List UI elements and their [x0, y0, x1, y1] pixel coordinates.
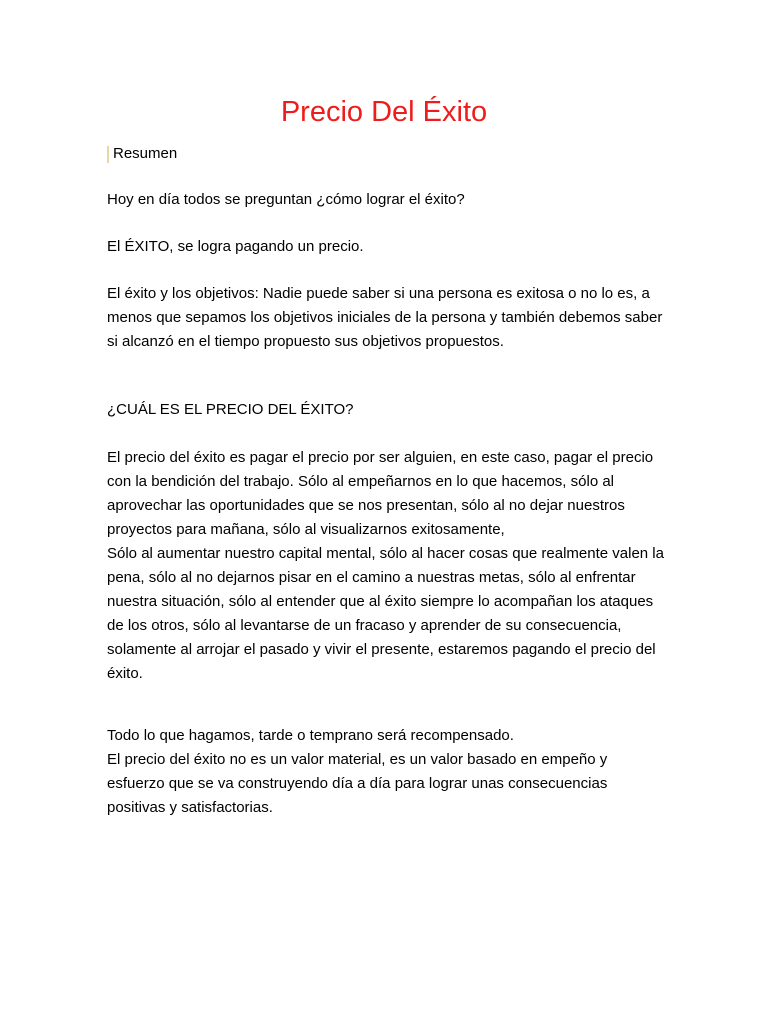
paragraph-conclusion: El precio del éxito no es un valor material, es un valor basado en empeño y esfuerzo que se va construyendo día a día para lograr unas consecuencias positivas y satisfactorias.	[107, 751, 608, 816]
paragraph-success-price: El ÉXITO, se logra pagando un precio.	[107, 238, 364, 255]
paragraph-price-continuation: Sólo al aumentar nuestro capital mental, sólo al hacer cosas que realmente valen la pena, sólo al no dejarnos pisar en el camino a nuestras metas, sólo al enfrentar nuestra situación, sólo al entender que al éxito siempre lo acompañan los ataques de los otros, sólo al levantarse de un fracaso y aprender de su consecuencia, solamente al arrojar el pasado y vivir el presente, estaremos pagando el precio del éxito.	[107, 545, 664, 682]
paragraph-reward: Todo lo que hagamos, tarde o temprano será recompensado.	[107, 727, 514, 744]
document-body	[107, 142, 667, 820]
document-title: Precio Del Éxito	[280, 96, 488, 128]
section-heading-price: ¿CUÁL ES EL PRECIO DEL ÉXITO?	[107, 401, 354, 418]
paragraph-success-objectives: El éxito y los objetivos: Nadie puede saber si una persona es exitosa o no lo es, a menos que sepamos los objetivos iniciales de la persona y también debemos saber si alcanzó en el tiempo propuesto sus objetivos propuestos.	[107, 285, 663, 350]
section-label-text: Resumen	[113, 145, 178, 162]
paragraph-intro-question: Hoy en día todos se preguntan ¿cómo lograr el éxito?	[107, 191, 465, 208]
section-label	[107, 142, 667, 166]
paragraph-price-explanation: El precio del éxito es pagar el precio por ser alguien, en este caso, pagar el precio con la bendición del trabajo. Sólo al empeñarnos en lo que hacemos, sólo al aprovechar las oportunidades que se nos presentan, sólo al no dejar nuestros proyectos para mañana, sólo al visualizarnos exitosamente,	[107, 449, 654, 538]
text-cursor-marker	[107, 146, 109, 163]
